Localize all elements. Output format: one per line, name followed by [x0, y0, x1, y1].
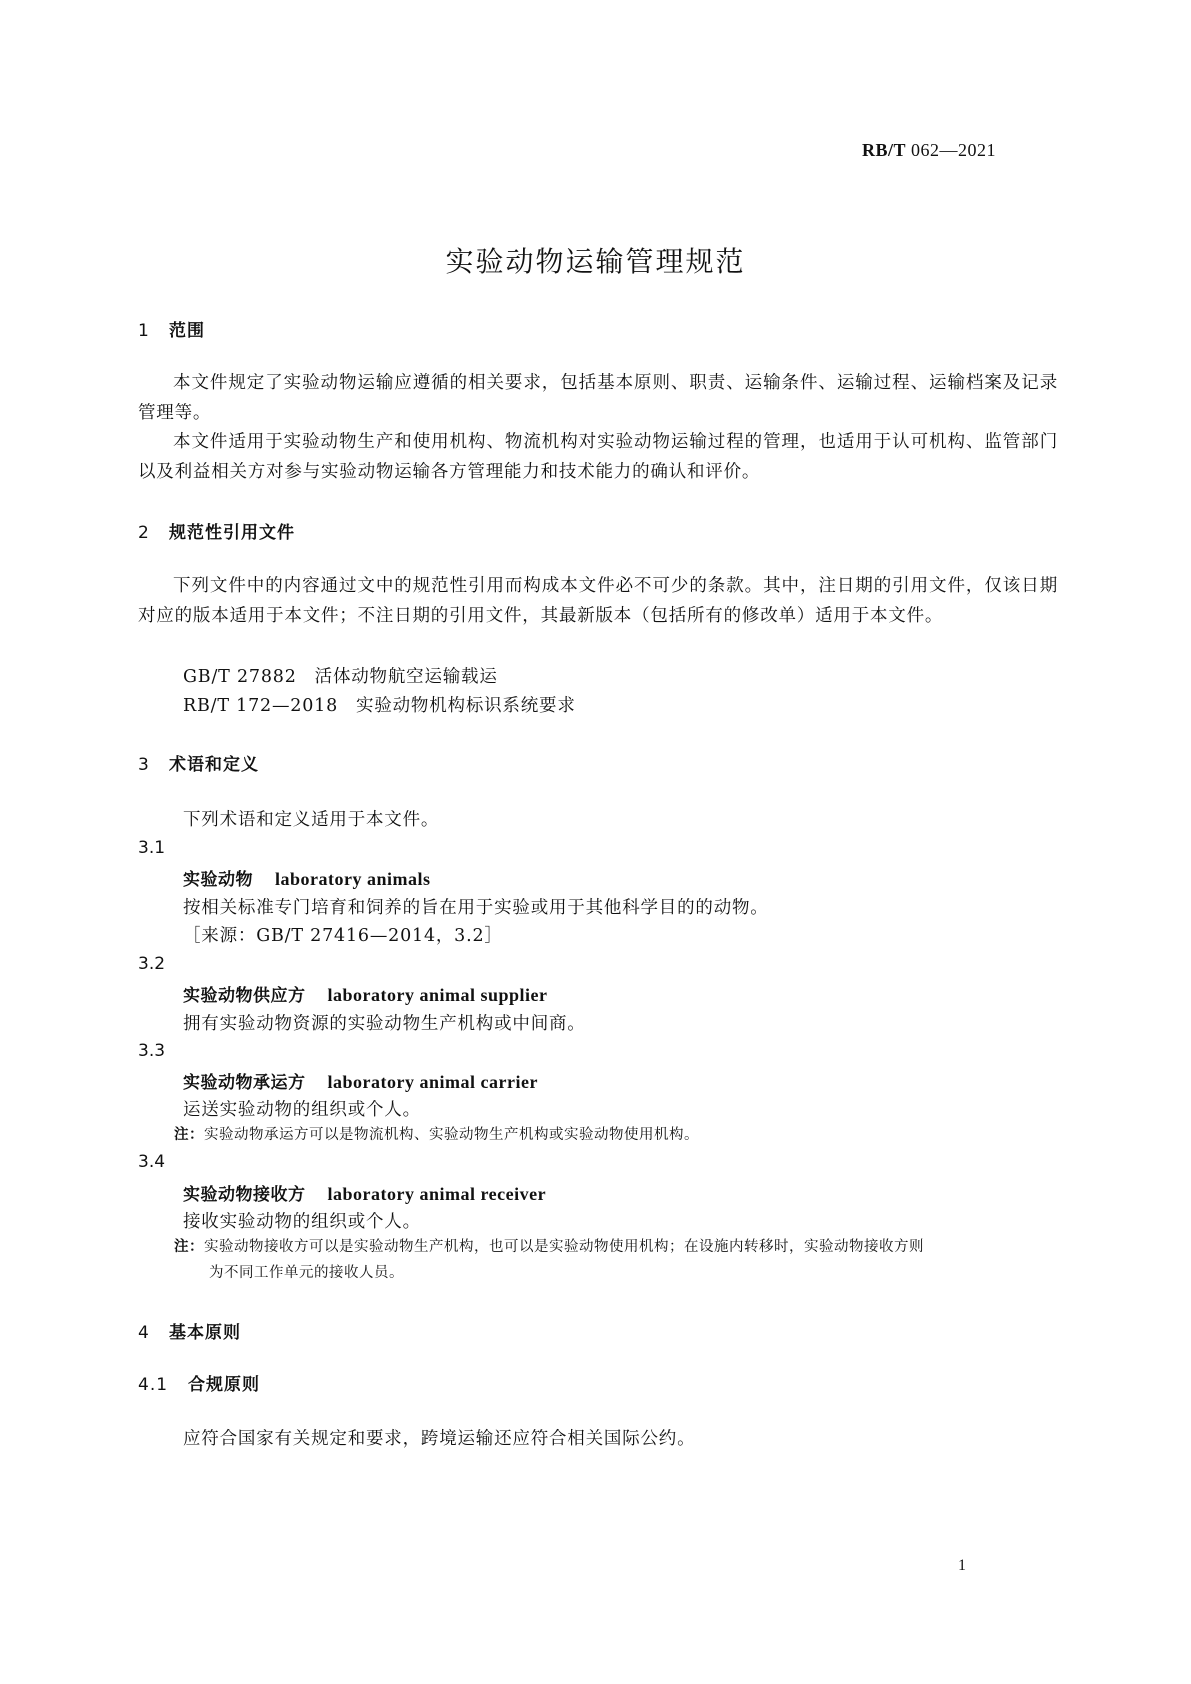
term-number: 3.1: [138, 838, 166, 858]
term-number: 3.3: [138, 1041, 166, 1061]
term-heading: 实验动物承运方 laboratory animal carrier: [183, 1072, 538, 1093]
section-3-heading: 3 术语和定义: [138, 755, 259, 775]
term-heading: 实验动物供应方 laboratory animal supplier: [183, 985, 548, 1006]
section-1-paragraph-1: 本文件规定了实验动物运输应遵循的相关要求，包括基本原则、职责、运输条件、运输过程、运输档案及记录管理等。: [138, 373, 1058, 423]
term-heading: 实验动物 laboratory animals: [183, 869, 431, 890]
reference-item: RB/T 172—2018 实验动物机构标识系统要求: [183, 696, 576, 716]
term-note: 注：实验动物承运方可以是物流机构、实验动物生产机构或实验动物使用机构。: [174, 1127, 699, 1143]
subsection-4-1-heading: 4.1 合规原则: [138, 1375, 260, 1395]
page-number: 1: [958, 1557, 966, 1574]
section-1-heading: 1 范围: [138, 321, 205, 341]
section-3-intro: 下列术语和定义适用于本文件。: [183, 810, 440, 830]
document-title: 实验动物运输管理规范: [445, 245, 746, 278]
standard-code: RB/T 062—2021: [861, 140, 996, 160]
term-definition: 按相关标准专门培育和饲养的旨在用于实验或用于其他科学目的的动物。: [183, 898, 769, 918]
section-2-heading: 2 规范性引用文件: [138, 523, 295, 543]
section-1-paragraph-2: 本文件适用于实验动物生产和使用机构、物流机构对实验动物运输过程的管理，也适用于认可机构、监管部门以及利益相关方对参与实验动物运输各方管理能力和技术能力的确认和评价。: [138, 432, 1058, 482]
section-4-heading: 4 基本原则: [138, 1323, 241, 1343]
term-definition: 运送实验动物的组织或个人。: [183, 1100, 421, 1120]
subsection-4-1-paragraph: 应符合国家有关规定和要求，跨境运输还应符合相关国际公约。: [183, 1429, 696, 1449]
reference-item: GB/T 27882 活体动物航空运输载运: [183, 667, 498, 687]
section-2-paragraph-1: 下列文件中的内容通过文中的规范性引用而构成本文件必不可少的条款。其中，注日期的引用文件，仅该日期对应的版本适用于本文件；不注日期的引用文件，其最新版本（包括所有的修改单）适用于本文件。: [138, 576, 1058, 626]
term-definition: 拥有实验动物资源的实验动物生产机构或中间商。: [183, 1014, 586, 1034]
term-number: 3.4: [138, 1152, 166, 1172]
term-source: ［来源：GB/T 27416—2014，3.2］: [183, 926, 503, 946]
term-note: 注：实验动物接收方可以是实验动物生产机构，也可以是实验动物使用机构；在设施内转移时，实验动物接收方则 为不同工作单元的接收人员。: [174, 1239, 924, 1281]
term-heading: 实验动物接收方 laboratory animal receiver: [183, 1184, 547, 1205]
term-number: 3.2: [138, 954, 166, 974]
term-definition: 接收实验动物的组织或个人。: [183, 1212, 421, 1232]
